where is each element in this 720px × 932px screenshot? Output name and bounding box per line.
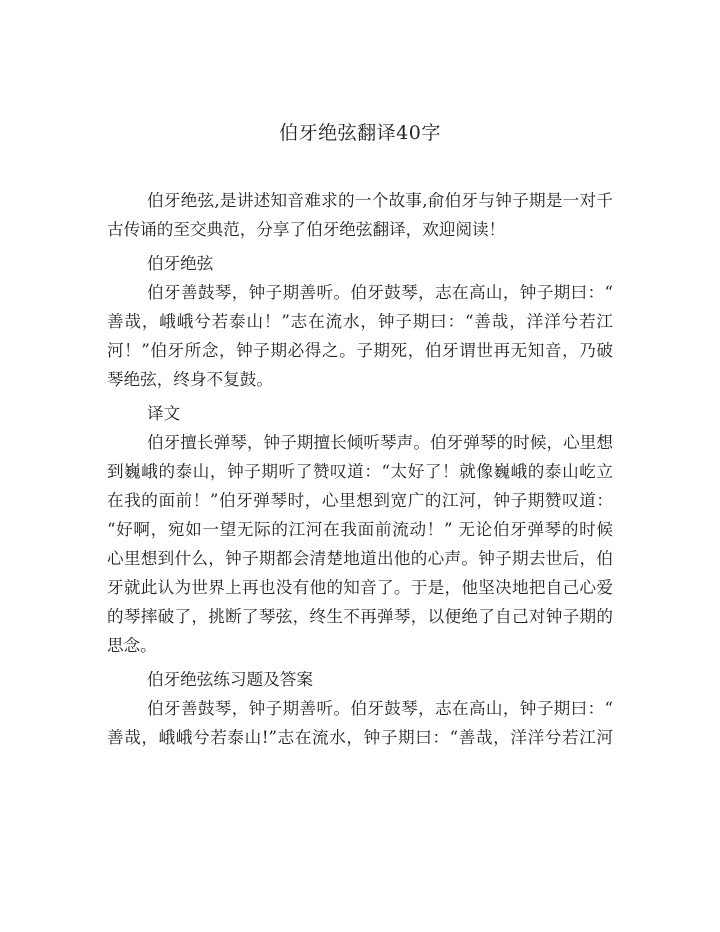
paragraph-line: 古传诵的至交典范，分享了伯牙绝弦翻译，欢迎阅读！ — [107, 220, 506, 239]
document-body — [107, 186, 613, 752]
paragraph-line: 伯牙善鼓琴，钟子期善听。伯牙鼓琴，志在高山，钟子期曰：“ — [147, 699, 613, 718]
document-title: 伯牙绝弦翻译40字 — [279, 122, 441, 144]
paragraph-line: 到巍峨的泰山，钟子期听了赞叹道：“太好了！就像巍峨的泰山屹立 — [107, 462, 613, 481]
paragraph-line: 伯牙善鼓琴，钟子期善听。伯牙鼓琴，志在高山，钟子期曰：“ — [147, 283, 613, 302]
paragraph-line: 河！”伯牙所念，钟子期必得之。子期死，伯牙谓世再无知音，乃破 — [107, 341, 613, 360]
paragraph-line: 琴绝弦，终身不复鼓。 — [107, 370, 273, 389]
section-heading: 译文 — [147, 404, 181, 423]
paragraph-line: 的琴摔破了，挑断了琴弦，终生不再弹琴，以便绝了自己对钟子期的 — [107, 607, 613, 626]
paragraph-line: 心里想到什么，钟子期都会清楚地道出他的心声。钟子期去世后，伯 — [107, 549, 613, 568]
paragraph-line: 牙就此认为世界上再也没有他的知音了。于是，他坚决地把自己心爱 — [107, 578, 613, 597]
section-heading: 伯牙绝弦练习题及答案 — [147, 670, 313, 689]
paragraph-line: 在我的面前！”伯牙弹琴时，心里想到宽广的江河，钟子期赞叹道： — [107, 491, 613, 510]
paragraph-line: “好啊，宛如一望无际的江河在我面前流动！” 无论伯牙弹琴的时候 — [107, 520, 613, 539]
paragraph-line: 伯牙擅长弹琴，钟子期擅长倾听琴声。伯牙弹琴的时候，心里想 — [147, 433, 613, 452]
paragraph-line: 思念。 — [107, 636, 157, 655]
paragraph-line: 善哉，峨峨兮若泰山！”志在流水，钟子期曰：“善哉，洋洋兮若江 — [107, 312, 613, 331]
paragraph-line: 伯牙绝弦,是讲述知音难求的一个故事,俞伯牙与钟子期是一对千 — [147, 191, 613, 210]
paragraph-line: 善哉，峨峨兮若泰山!”志在流水，钟子期曰：“善哉，洋洋兮若江河 — [107, 728, 613, 747]
section-heading: 伯牙绝弦 — [147, 254, 214, 273]
